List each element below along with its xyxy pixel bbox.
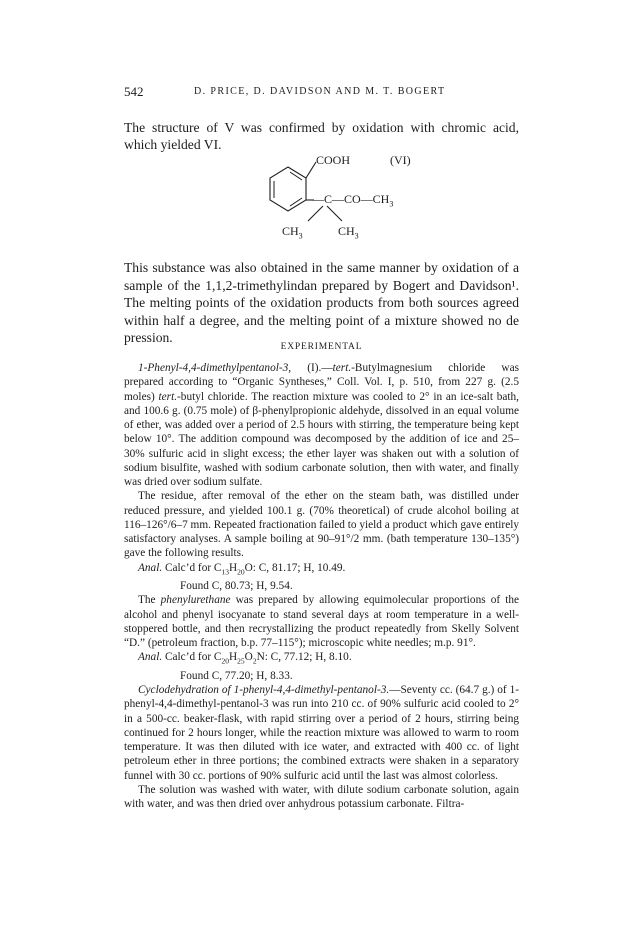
methyl-left-text: CH	[282, 224, 299, 238]
subscript-3: 3	[298, 231, 303, 241]
section-title-experimental: EXPERIMENTAL	[280, 342, 363, 352]
subscript: 2	[252, 656, 257, 666]
text-span: (I).—	[291, 362, 333, 374]
text-span: -Butylmagnesium chloride was prepared according to “Organic Syntheses,” Coll. Vol. I, p. 510, from 227 g. (2.5 moles)	[124, 362, 520, 403]
analysis-line-2	[124, 650, 519, 669]
cooh-label: COOH	[316, 153, 351, 167]
text-span: The	[138, 594, 161, 607]
compound-label: (VI)	[390, 153, 411, 167]
text-span: H	[228, 561, 238, 574]
subscript: 20	[237, 566, 245, 576]
oxidation-paragraph: This substance was also obtained in the same manner by oxidation of a sample of the 1,1,2-trimethylindan prepared by Bogert and Davidson¹. The melting points of the oxidation products from both sources agreed within half a degree, and the melting point of a mixture showed no de pression.	[124, 260, 519, 345]
paragraph-distillation: The residue, after removal of the ether on the steam bath, was distilled under reduced pressure, and yielded 100.1 g. (70% theoretical) of crude alcohol boiling at 116–126°/6–7 mm. Repeated fractionation failed to yield a product which gave entirely satisfactory analyses. A sample boiling at 90–91°/2 mm. (bath temperature 130–135°) gave the following results.	[124, 490, 519, 560]
paragraph-grignard	[124, 361, 519, 489]
paragraph-cyclodehydration	[124, 683, 519, 783]
paragraph-washing: The solution was washed with water, with dilute sodium carbonate solution, again with water, and was then dried over anhydrous potassium carbonate. Filtra-	[124, 783, 519, 810]
phenylurethane-italic: phenylurethane	[160, 594, 231, 607]
intro-paragraph: The structure of V was confirmed by oxidation with chromic acid, which yielded VI.	[124, 120, 519, 152]
compound-title: 1-Phenyl-4,4-dimethylpentanol-3,	[138, 362, 292, 374]
found-line-1: Found C, 80.73; H, 9.54.	[180, 580, 293, 592]
running-head: D. PRICE, D. DAVIDSON AND M. T. BOGERT	[194, 86, 446, 97]
analysis-line-1	[124, 561, 519, 580]
subscript: 13	[221, 566, 229, 576]
anal-label: Anal.	[138, 651, 163, 664]
text-span: N: C, 77.12; H, 8.10.	[256, 651, 352, 664]
chemical-structure-vi	[250, 153, 450, 248]
methyl-right-text: CH	[338, 224, 355, 238]
text-span: Calc’d for C	[162, 561, 222, 574]
paragraph-phenylurethane	[124, 593, 519, 650]
page-header	[124, 84, 519, 100]
page-number: 542	[124, 84, 144, 99]
tert-italic: tert.	[158, 390, 178, 403]
text-span: —Seventy cc. (64.7 g.) of 1-phenyl-4,4-dimethyl-pentanol-3 was run into 210 cc. of 90% sulfuric acid cooled to 2° in a 500-cc. beaker-flask, with rapid stirring over a period of 2 hours, stirring being continued for 2 hours longer, while the reaction mixture was allowed to warm to room temperature. It was then diluted with ice water, and extracted with 400 cc. of light petroleum ether in three portions; the combined extracts were shaken in a separatory funnel with 30 cc. portions of 90% sulfuric acid until the last was almost colorless.	[124, 684, 519, 782]
text-span: was prepared by allowing equimolecular proportions of the alcohol and phenyl isocyanate to stand several days at room temperature in a well-stoppered bottle, and then recrystallizing the product repeatedly from Skelly Solvent “D.” (petroleum fraction, b.p. 77–115°); microscopic white needles; m.p. 91°.	[124, 594, 520, 649]
side-chain-text: —C—CO—CH	[312, 192, 390, 206]
text-span: O	[244, 651, 253, 664]
subscript-3: 3	[389, 199, 394, 209]
text-span: H	[228, 651, 238, 664]
text-span: O: C, 81.17; H, 10.49.	[244, 561, 346, 574]
subscript: 20	[221, 656, 229, 666]
cyclodehydration-italic: Cyclodehydration of 1-phenyl-4,4-dimethyl-pentanol-3.	[138, 684, 390, 696]
side-chain-label	[312, 193, 393, 210]
anal-label: Anal.	[138, 561, 163, 574]
subscript-3: 3	[354, 231, 359, 241]
text-span: Calc’d for C	[162, 651, 222, 664]
found-line-2: Found C, 77.20; H, 8.33.	[180, 669, 293, 682]
text-span: -butyl chloride. The reaction mixture was cooled to 2° in an ice-salt bath, and 100.6 g. (0.75 mole) of β-phenylpropionic aldehyde, dissolved in an equal volume of ether, was added over a period of 2.5 hours with stirring, the temperature being kept below 10°. The addition compound was decomposed by the addition of ice and 25–30% sulfuric acid in slight excess; the ether layer was shaken out with a solution of sodium bisulfite, washed with sodium carbonate solution, then with water, and finally was dried over sodium sulfate.	[124, 390, 520, 488]
tert-italic: tert.	[332, 362, 352, 374]
subscript: 25	[237, 656, 245, 666]
experimental-body	[124, 361, 519, 811]
methyl-left-label	[282, 225, 303, 242]
methyl-right-label	[338, 225, 359, 242]
